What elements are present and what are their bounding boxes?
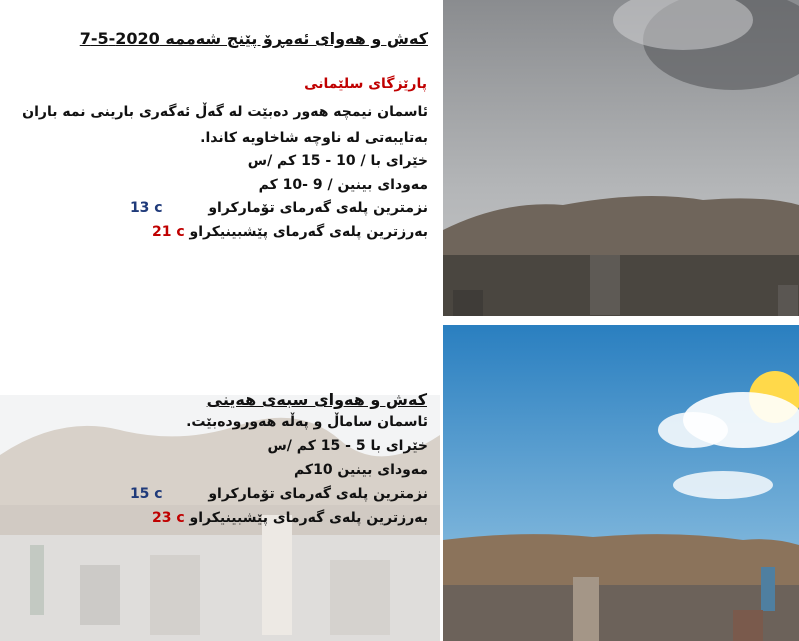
tomorrow-max-label: بەرزترین پلەی گەرمای پێشبینیکراو (189, 510, 428, 526)
today-wind: خێرای با / 10 - 15 کم /س (247, 153, 428, 169)
tomorrow-description: ئاسمان ساماڵ و پەڵە هەورودەبێت. (186, 414, 428, 430)
tomorrow-wind: خێرای با 5 - 15 کم /س (267, 438, 428, 454)
today-min-temp (130, 200, 428, 216)
today-title: کەش و هەوای ئەمڕۆ پێنج شەممە 2020-5-7 (79, 29, 428, 48)
today-max-temp (152, 224, 428, 240)
tomorrow-min-label: نزمترین پلەی گەرمای تۆمارکراو (208, 486, 428, 502)
tomorrow-max-value: 23 c (151, 510, 185, 526)
tomorrow-max-temp (152, 510, 428, 526)
tomorrow-visibility: مەودای بینین 10کم (293, 462, 428, 478)
today-min-value: 13 c (129, 200, 163, 216)
today-description-line1: ئاسمان نیمچە هەور دەبێت لە گەڵ ئەگەری بارینی نمە باران (22, 104, 428, 120)
tomorrow-min-value: 15 c (129, 486, 163, 502)
region-name: پارێزگای سلێمانی (304, 76, 427, 92)
today-max-value: 21 c (151, 224, 185, 240)
cloudy-city-image (443, 0, 799, 316)
tomorrow-min-temp (130, 486, 428, 502)
today-visibility: مەودای بینین / 9 -10 کم (258, 177, 428, 193)
today-description-line2: بەتایبەتی لە ناوچە شاخاویە کاندا. (200, 130, 428, 146)
sunny-city-image (443, 325, 799, 641)
today-min-label: نزمترین پلەی گەرمای تۆمارکراو (208, 200, 428, 216)
tomorrow-title: کەش و هەوای سبەی هەینی (206, 390, 427, 409)
today-max-label: بەرزترین پلەی گەرمای پێشبینیکراو (189, 224, 428, 240)
